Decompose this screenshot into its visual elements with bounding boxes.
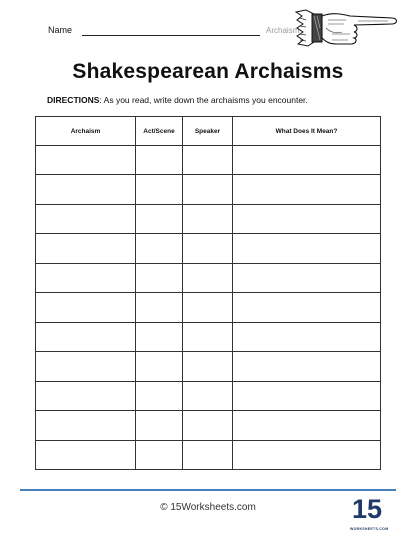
name-input-line[interactable] [82,35,260,36]
answer-cell[interactable] [36,293,136,322]
answer-cell[interactable] [36,234,136,263]
answer-cell[interactable] [183,234,233,263]
column-header-act-scene: Act/Scene [136,117,183,146]
answer-cell[interactable] [183,322,233,351]
answer-cell[interactable] [136,263,183,292]
column-header-archaism: Archaism [36,117,136,146]
answer-cell[interactable] [233,411,381,440]
answer-cell[interactable] [136,411,183,440]
answer-cell[interactable] [136,322,183,351]
table-row [36,293,381,322]
page-title: Shakespearean Archaisms [72,60,344,83]
answer-cell[interactable] [183,175,233,204]
answer-cell[interactable] [36,204,136,233]
answer-cell[interactable] [136,234,183,263]
table-row [36,234,381,263]
answer-cell[interactable] [136,381,183,410]
table-row [36,263,381,292]
answer-cell[interactable] [136,146,183,175]
answer-cell[interactable] [136,204,183,233]
table-row [36,411,381,440]
answer-cell[interactable] [233,440,381,469]
table-row [36,322,381,351]
answer-cell[interactable] [183,352,233,381]
logo-number: 15 [351,494,383,524]
answer-cell[interactable] [36,263,136,292]
table-row [36,204,381,233]
answer-cell[interactable] [233,204,381,233]
table-body [36,146,381,470]
answer-cell[interactable] [36,381,136,410]
answer-cell[interactable] [183,381,233,410]
answer-cell[interactable] [183,411,233,440]
table-row [36,175,381,204]
table-header-row [36,117,381,146]
archaism-table [35,116,381,470]
answer-cell[interactable] [233,234,381,263]
answer-cell[interactable] [136,352,183,381]
table-row [36,352,381,381]
answer-cell[interactable] [233,352,381,381]
directions-text: : As you read, write down the archaisms you encounter. [99,95,308,105]
answer-cell[interactable] [233,381,381,410]
answer-cell[interactable] [233,146,381,175]
answer-cell[interactable] [183,293,233,322]
footer-divider [20,489,396,491]
site-logo [350,494,389,536]
answer-cell[interactable] [183,440,233,469]
answer-cell[interactable] [36,175,136,204]
table-row [36,440,381,469]
answer-cell[interactable] [183,146,233,175]
topic-label: Archaism [266,26,300,35]
answer-cell[interactable] [183,204,233,233]
name-row [48,25,300,39]
answer-cell[interactable] [36,411,136,440]
table-row [36,146,381,175]
answer-cell[interactable] [36,352,136,381]
answer-cell[interactable] [183,263,233,292]
answer-cell[interactable] [233,175,381,204]
answer-cell[interactable] [36,146,136,175]
footer-copyright: © 15Worksheets.com [160,502,256,513]
directions-label: DIRECTIONS [47,95,100,105]
answer-cell[interactable] [36,440,136,469]
directions [47,95,308,105]
answer-cell[interactable] [136,440,183,469]
logo-text: WORKSHEETS.COM [350,527,389,531]
answer-cell[interactable] [36,322,136,351]
answer-cell[interactable] [233,293,381,322]
name-label: Name [48,25,73,35]
answer-cell[interactable] [233,263,381,292]
column-header-speaker: Speaker [183,117,233,146]
table-row [36,381,381,410]
column-header-meaning: What Does It Mean? [233,117,381,146]
answer-cell[interactable] [233,322,381,351]
answer-cell[interactable] [136,293,183,322]
answer-cell[interactable] [136,175,183,204]
pointing-hand-icon [292,6,400,50]
